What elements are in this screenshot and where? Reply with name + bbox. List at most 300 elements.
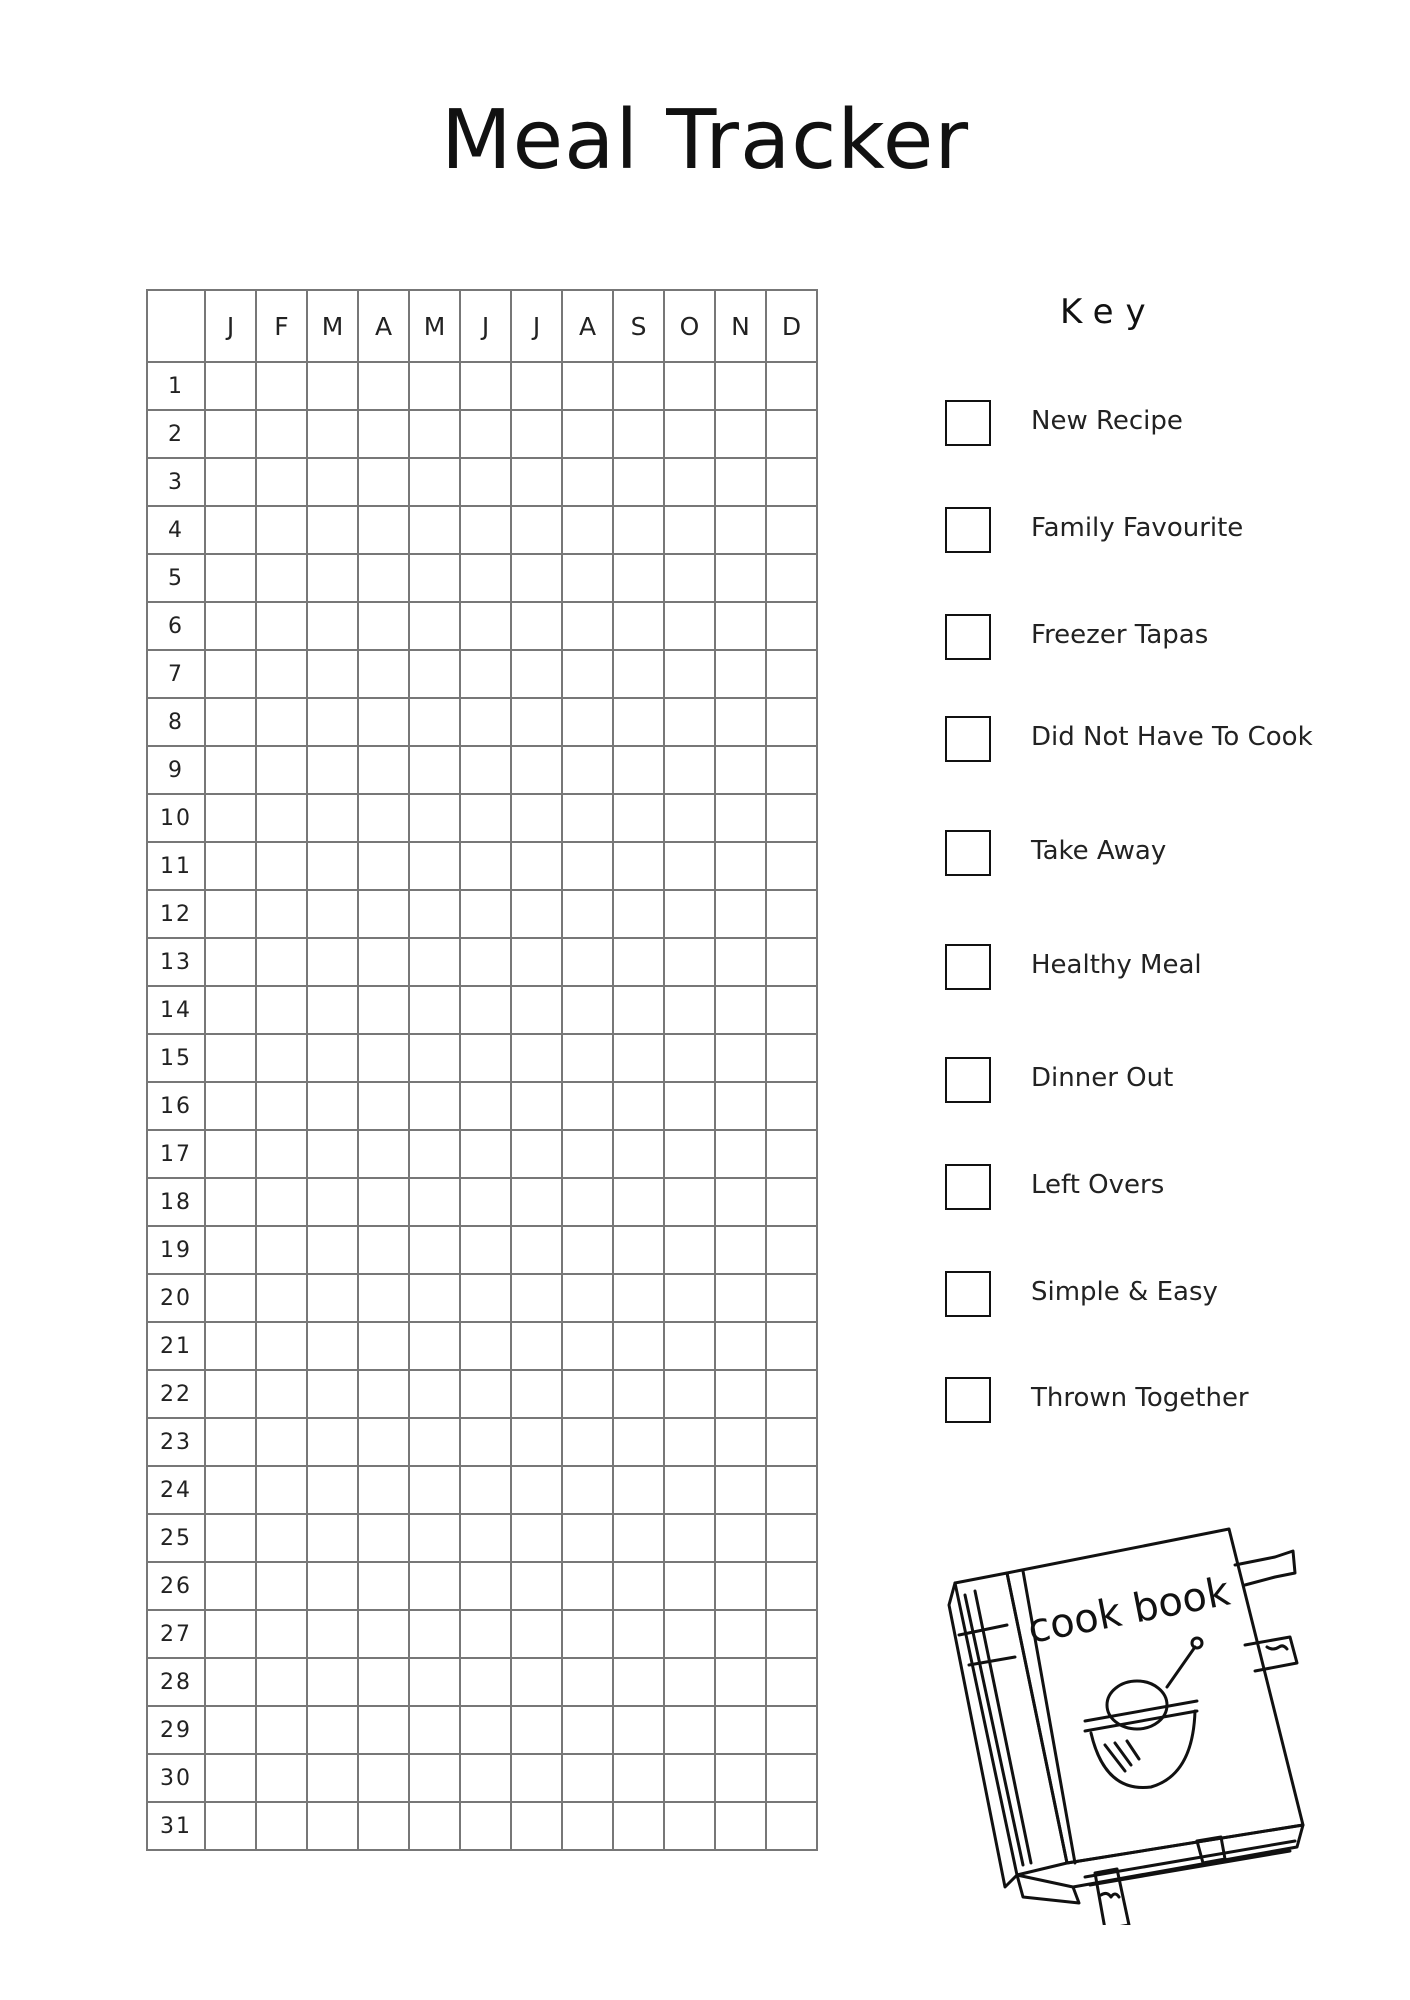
tracker-cell[interactable] xyxy=(562,794,613,842)
tracker-cell[interactable] xyxy=(511,1226,562,1274)
tracker-cell[interactable] xyxy=(409,1514,460,1562)
tracker-cell[interactable] xyxy=(409,1130,460,1178)
tracker-cell[interactable] xyxy=(358,1610,409,1658)
tracker-cell[interactable] xyxy=(613,1418,664,1466)
tracker-cell[interactable] xyxy=(613,1562,664,1610)
tracker-cell[interactable] xyxy=(562,1802,613,1850)
tracker-cell[interactable] xyxy=(766,938,817,986)
tracker-cell[interactable] xyxy=(664,1274,715,1322)
tracker-cell[interactable] xyxy=(256,410,307,458)
tracker-cell[interactable] xyxy=(766,1706,817,1754)
tracker-cell[interactable] xyxy=(307,842,358,890)
tracker-cell[interactable] xyxy=(460,1610,511,1658)
tracker-cell[interactable] xyxy=(307,1514,358,1562)
tracker-cell[interactable] xyxy=(562,506,613,554)
tracker-cell[interactable] xyxy=(460,1082,511,1130)
tracker-cell[interactable] xyxy=(205,986,256,1034)
tracker-cell[interactable] xyxy=(358,1130,409,1178)
tracker-cell[interactable] xyxy=(307,1610,358,1658)
tracker-cell[interactable] xyxy=(715,1514,766,1562)
tracker-cell[interactable] xyxy=(307,1034,358,1082)
tracker-cell[interactable] xyxy=(511,1802,562,1850)
tracker-cell[interactable] xyxy=(256,890,307,938)
tracker-cell[interactable] xyxy=(664,698,715,746)
tracker-cell[interactable] xyxy=(511,1178,562,1226)
tracker-cell[interactable] xyxy=(766,554,817,602)
tracker-cell[interactable] xyxy=(562,458,613,506)
tracker-cell[interactable] xyxy=(205,842,256,890)
tracker-cell[interactable] xyxy=(205,1754,256,1802)
tracker-cell[interactable] xyxy=(511,746,562,794)
tracker-cell[interactable] xyxy=(715,1130,766,1178)
tracker-cell[interactable] xyxy=(766,602,817,650)
tracker-cell[interactable] xyxy=(409,1610,460,1658)
key-checkbox[interactable] xyxy=(945,944,991,990)
tracker-cell[interactable] xyxy=(511,554,562,602)
tracker-cell[interactable] xyxy=(766,410,817,458)
tracker-cell[interactable] xyxy=(358,1658,409,1706)
tracker-cell[interactable] xyxy=(460,410,511,458)
tracker-cell[interactable] xyxy=(205,1178,256,1226)
tracker-cell[interactable] xyxy=(205,938,256,986)
tracker-cell[interactable] xyxy=(205,1322,256,1370)
tracker-cell[interactable] xyxy=(613,1034,664,1082)
tracker-cell[interactable] xyxy=(256,1082,307,1130)
tracker-cell[interactable] xyxy=(562,842,613,890)
key-checkbox[interactable] xyxy=(945,507,991,553)
tracker-cell[interactable] xyxy=(562,1370,613,1418)
tracker-cell[interactable] xyxy=(460,794,511,842)
tracker-cell[interactable] xyxy=(358,650,409,698)
tracker-cell[interactable] xyxy=(256,1610,307,1658)
tracker-cell[interactable] xyxy=(715,1658,766,1706)
tracker-cell[interactable] xyxy=(715,362,766,410)
tracker-cell[interactable] xyxy=(664,938,715,986)
key-checkbox[interactable] xyxy=(945,830,991,876)
tracker-cell[interactable] xyxy=(256,842,307,890)
tracker-cell[interactable] xyxy=(358,1322,409,1370)
tracker-cell[interactable] xyxy=(562,1610,613,1658)
tracker-cell[interactable] xyxy=(766,1178,817,1226)
tracker-cell[interactable] xyxy=(664,1466,715,1514)
tracker-cell[interactable] xyxy=(664,746,715,794)
tracker-cell[interactable] xyxy=(715,1226,766,1274)
tracker-cell[interactable] xyxy=(205,1514,256,1562)
tracker-cell[interactable] xyxy=(460,650,511,698)
tracker-cell[interactable] xyxy=(358,1370,409,1418)
tracker-cell[interactable] xyxy=(562,1274,613,1322)
tracker-cell[interactable] xyxy=(358,890,409,938)
tracker-cell[interactable] xyxy=(460,746,511,794)
tracker-cell[interactable] xyxy=(256,1802,307,1850)
tracker-cell[interactable] xyxy=(256,554,307,602)
tracker-cell[interactable] xyxy=(613,1322,664,1370)
tracker-cell[interactable] xyxy=(613,602,664,650)
tracker-cell[interactable] xyxy=(358,1274,409,1322)
tracker-cell[interactable] xyxy=(715,1706,766,1754)
tracker-cell[interactable] xyxy=(664,842,715,890)
tracker-cell[interactable] xyxy=(511,1658,562,1706)
tracker-cell[interactable] xyxy=(715,1754,766,1802)
tracker-cell[interactable] xyxy=(766,1274,817,1322)
tracker-cell[interactable] xyxy=(715,1466,766,1514)
tracker-cell[interactable] xyxy=(511,650,562,698)
tracker-cell[interactable] xyxy=(256,458,307,506)
tracker-cell[interactable] xyxy=(256,1274,307,1322)
tracker-cell[interactable] xyxy=(409,890,460,938)
tracker-cell[interactable] xyxy=(256,1370,307,1418)
tracker-cell[interactable] xyxy=(562,986,613,1034)
tracker-cell[interactable] xyxy=(562,1034,613,1082)
tracker-cell[interactable] xyxy=(460,1754,511,1802)
key-checkbox[interactable] xyxy=(945,716,991,762)
tracker-cell[interactable] xyxy=(664,1610,715,1658)
key-checkbox[interactable] xyxy=(945,1164,991,1210)
tracker-cell[interactable] xyxy=(715,1322,766,1370)
key-checkbox[interactable] xyxy=(945,1271,991,1317)
tracker-cell[interactable] xyxy=(613,1610,664,1658)
tracker-cell[interactable] xyxy=(409,506,460,554)
tracker-cell[interactable] xyxy=(562,1514,613,1562)
tracker-cell[interactable] xyxy=(562,1466,613,1514)
tracker-cell[interactable] xyxy=(307,1466,358,1514)
tracker-cell[interactable] xyxy=(256,746,307,794)
tracker-cell[interactable] xyxy=(511,458,562,506)
tracker-cell[interactable] xyxy=(409,1658,460,1706)
tracker-cell[interactable] xyxy=(766,650,817,698)
tracker-cell[interactable] xyxy=(664,1514,715,1562)
tracker-cell[interactable] xyxy=(664,1562,715,1610)
tracker-cell[interactable] xyxy=(715,890,766,938)
tracker-cell[interactable] xyxy=(409,650,460,698)
tracker-cell[interactable] xyxy=(409,1802,460,1850)
tracker-cell[interactable] xyxy=(409,1082,460,1130)
tracker-cell[interactable] xyxy=(613,410,664,458)
tracker-cell[interactable] xyxy=(511,602,562,650)
tracker-cell[interactable] xyxy=(358,1226,409,1274)
tracker-cell[interactable] xyxy=(715,506,766,554)
tracker-cell[interactable] xyxy=(256,1226,307,1274)
tracker-cell[interactable] xyxy=(307,746,358,794)
tracker-cell[interactable] xyxy=(460,506,511,554)
tracker-cell[interactable] xyxy=(358,746,409,794)
tracker-cell[interactable] xyxy=(409,1178,460,1226)
tracker-cell[interactable] xyxy=(460,1418,511,1466)
tracker-cell[interactable] xyxy=(562,698,613,746)
tracker-cell[interactable] xyxy=(409,794,460,842)
tracker-cell[interactable] xyxy=(256,506,307,554)
tracker-cell[interactable] xyxy=(664,1034,715,1082)
tracker-cell[interactable] xyxy=(409,1706,460,1754)
tracker-cell[interactable] xyxy=(460,1178,511,1226)
tracker-cell[interactable] xyxy=(358,698,409,746)
tracker-cell[interactable] xyxy=(562,362,613,410)
tracker-cell[interactable] xyxy=(613,794,664,842)
tracker-cell[interactable] xyxy=(409,746,460,794)
tracker-cell[interactable] xyxy=(460,362,511,410)
tracker-cell[interactable] xyxy=(664,1706,715,1754)
tracker-cell[interactable] xyxy=(715,842,766,890)
tracker-cell[interactable] xyxy=(205,746,256,794)
tracker-cell[interactable] xyxy=(664,1082,715,1130)
tracker-cell[interactable] xyxy=(307,794,358,842)
tracker-cell[interactable] xyxy=(460,1466,511,1514)
tracker-cell[interactable] xyxy=(766,842,817,890)
tracker-cell[interactable] xyxy=(307,602,358,650)
tracker-cell[interactable] xyxy=(256,602,307,650)
tracker-cell[interactable] xyxy=(358,938,409,986)
tracker-cell[interactable] xyxy=(613,938,664,986)
tracker-cell[interactable] xyxy=(256,1706,307,1754)
tracker-cell[interactable] xyxy=(766,506,817,554)
tracker-cell[interactable] xyxy=(511,410,562,458)
tracker-cell[interactable] xyxy=(460,1802,511,1850)
tracker-cell[interactable] xyxy=(460,1226,511,1274)
tracker-cell[interactable] xyxy=(664,1226,715,1274)
tracker-cell[interactable] xyxy=(358,1514,409,1562)
tracker-cell[interactable] xyxy=(358,1754,409,1802)
tracker-cell[interactable] xyxy=(256,1754,307,1802)
tracker-cell[interactable] xyxy=(409,1754,460,1802)
tracker-cell[interactable] xyxy=(766,746,817,794)
tracker-cell[interactable] xyxy=(409,698,460,746)
tracker-cell[interactable] xyxy=(205,362,256,410)
tracker-cell[interactable] xyxy=(307,506,358,554)
tracker-cell[interactable] xyxy=(715,458,766,506)
tracker-cell[interactable] xyxy=(715,1082,766,1130)
tracker-cell[interactable] xyxy=(358,410,409,458)
tracker-cell[interactable] xyxy=(562,1226,613,1274)
tracker-cell[interactable] xyxy=(358,602,409,650)
tracker-cell[interactable] xyxy=(562,890,613,938)
tracker-cell[interactable] xyxy=(409,1370,460,1418)
tracker-cell[interactable] xyxy=(511,1322,562,1370)
tracker-cell[interactable] xyxy=(613,362,664,410)
tracker-cell[interactable] xyxy=(766,1802,817,1850)
tracker-cell[interactable] xyxy=(664,1418,715,1466)
tracker-cell[interactable] xyxy=(358,1418,409,1466)
tracker-cell[interactable] xyxy=(766,890,817,938)
tracker-cell[interactable] xyxy=(613,554,664,602)
tracker-cell[interactable] xyxy=(205,1610,256,1658)
tracker-cell[interactable] xyxy=(715,986,766,1034)
tracker-cell[interactable] xyxy=(562,1754,613,1802)
tracker-cell[interactable] xyxy=(766,1082,817,1130)
tracker-cell[interactable] xyxy=(664,650,715,698)
tracker-cell[interactable] xyxy=(562,1322,613,1370)
tracker-cell[interactable] xyxy=(358,794,409,842)
tracker-cell[interactable] xyxy=(511,1418,562,1466)
tracker-cell[interactable] xyxy=(715,1418,766,1466)
tracker-cell[interactable] xyxy=(715,1610,766,1658)
tracker-cell[interactable] xyxy=(766,698,817,746)
tracker-cell[interactable] xyxy=(766,1226,817,1274)
tracker-cell[interactable] xyxy=(409,362,460,410)
tracker-cell[interactable] xyxy=(460,986,511,1034)
tracker-cell[interactable] xyxy=(613,1466,664,1514)
tracker-cell[interactable] xyxy=(205,1466,256,1514)
tracker-cell[interactable] xyxy=(358,1466,409,1514)
tracker-cell[interactable] xyxy=(205,1658,256,1706)
tracker-cell[interactable] xyxy=(613,1754,664,1802)
tracker-cell[interactable] xyxy=(715,1178,766,1226)
tracker-cell[interactable] xyxy=(613,1658,664,1706)
tracker-cell[interactable] xyxy=(358,1802,409,1850)
tracker-cell[interactable] xyxy=(358,842,409,890)
tracker-cell[interactable] xyxy=(664,506,715,554)
tracker-cell[interactable] xyxy=(715,1034,766,1082)
tracker-cell[interactable] xyxy=(613,458,664,506)
tracker-cell[interactable] xyxy=(409,602,460,650)
tracker-cell[interactable] xyxy=(256,1658,307,1706)
tracker-cell[interactable] xyxy=(460,842,511,890)
tracker-cell[interactable] xyxy=(715,698,766,746)
tracker-cell[interactable] xyxy=(205,410,256,458)
tracker-cell[interactable] xyxy=(460,698,511,746)
tracker-cell[interactable] xyxy=(256,1178,307,1226)
tracker-cell[interactable] xyxy=(460,1706,511,1754)
tracker-cell[interactable] xyxy=(715,1274,766,1322)
tracker-cell[interactable] xyxy=(613,986,664,1034)
tracker-cell[interactable] xyxy=(205,1082,256,1130)
tracker-cell[interactable] xyxy=(205,1802,256,1850)
tracker-cell[interactable] xyxy=(766,1322,817,1370)
tracker-cell[interactable] xyxy=(511,1130,562,1178)
tracker-cell[interactable] xyxy=(562,1178,613,1226)
tracker-cell[interactable] xyxy=(511,506,562,554)
tracker-cell[interactable] xyxy=(613,650,664,698)
tracker-cell[interactable] xyxy=(358,362,409,410)
tracker-cell[interactable] xyxy=(358,506,409,554)
tracker-cell[interactable] xyxy=(562,1082,613,1130)
tracker-cell[interactable] xyxy=(358,458,409,506)
tracker-cell[interactable] xyxy=(562,410,613,458)
tracker-cell[interactable] xyxy=(409,1226,460,1274)
tracker-cell[interactable] xyxy=(511,842,562,890)
tracker-cell[interactable] xyxy=(409,938,460,986)
tracker-cell[interactable] xyxy=(409,842,460,890)
tracker-cell[interactable] xyxy=(409,458,460,506)
tracker-cell[interactable] xyxy=(460,458,511,506)
tracker-cell[interactable] xyxy=(205,458,256,506)
tracker-cell[interactable] xyxy=(715,410,766,458)
tracker-cell[interactable] xyxy=(307,1754,358,1802)
tracker-cell[interactable] xyxy=(409,1418,460,1466)
tracker-cell[interactable] xyxy=(256,650,307,698)
tracker-cell[interactable] xyxy=(613,890,664,938)
tracker-cell[interactable] xyxy=(664,1802,715,1850)
tracker-cell[interactable] xyxy=(511,1466,562,1514)
tracker-cell[interactable] xyxy=(664,602,715,650)
tracker-cell[interactable] xyxy=(460,602,511,650)
tracker-cell[interactable] xyxy=(307,650,358,698)
tracker-cell[interactable] xyxy=(205,1370,256,1418)
tracker-cell[interactable] xyxy=(307,1130,358,1178)
tracker-cell[interactable] xyxy=(256,1322,307,1370)
tracker-cell[interactable] xyxy=(664,1370,715,1418)
tracker-cell[interactable] xyxy=(307,1274,358,1322)
tracker-cell[interactable] xyxy=(307,410,358,458)
key-checkbox[interactable] xyxy=(945,1377,991,1423)
tracker-cell[interactable] xyxy=(766,1754,817,1802)
tracker-cell[interactable] xyxy=(307,1082,358,1130)
tracker-cell[interactable] xyxy=(511,1610,562,1658)
tracker-cell[interactable] xyxy=(613,1082,664,1130)
tracker-cell[interactable] xyxy=(613,1706,664,1754)
tracker-cell[interactable] xyxy=(715,1370,766,1418)
key-checkbox[interactable] xyxy=(945,614,991,660)
tracker-cell[interactable] xyxy=(358,1562,409,1610)
tracker-cell[interactable] xyxy=(511,1370,562,1418)
tracker-cell[interactable] xyxy=(766,1130,817,1178)
tracker-cell[interactable] xyxy=(715,794,766,842)
tracker-cell[interactable] xyxy=(256,986,307,1034)
tracker-cell[interactable] xyxy=(205,890,256,938)
tracker-cell[interactable] xyxy=(205,506,256,554)
tracker-cell[interactable] xyxy=(664,1322,715,1370)
tracker-cell[interactable] xyxy=(664,410,715,458)
tracker-cell[interactable] xyxy=(205,650,256,698)
tracker-cell[interactable] xyxy=(460,1130,511,1178)
tracker-cell[interactable] xyxy=(562,554,613,602)
tracker-cell[interactable] xyxy=(613,746,664,794)
tracker-cell[interactable] xyxy=(562,1562,613,1610)
tracker-cell[interactable] xyxy=(511,1274,562,1322)
tracker-cell[interactable] xyxy=(613,1802,664,1850)
tracker-cell[interactable] xyxy=(307,1562,358,1610)
tracker-cell[interactable] xyxy=(460,1274,511,1322)
tracker-cell[interactable] xyxy=(358,1706,409,1754)
tracker-cell[interactable] xyxy=(664,1754,715,1802)
tracker-cell[interactable] xyxy=(205,1274,256,1322)
tracker-cell[interactable] xyxy=(562,650,613,698)
tracker-cell[interactable] xyxy=(358,1082,409,1130)
tracker-cell[interactable] xyxy=(511,794,562,842)
tracker-cell[interactable] xyxy=(511,1706,562,1754)
tracker-cell[interactable] xyxy=(613,1178,664,1226)
tracker-cell[interactable] xyxy=(307,890,358,938)
key-checkbox[interactable] xyxy=(945,400,991,446)
tracker-cell[interactable] xyxy=(307,362,358,410)
tracker-cell[interactable] xyxy=(613,1370,664,1418)
tracker-cell[interactable] xyxy=(256,1466,307,1514)
tracker-cell[interactable] xyxy=(256,698,307,746)
tracker-cell[interactable] xyxy=(664,458,715,506)
tracker-cell[interactable] xyxy=(307,1658,358,1706)
tracker-cell[interactable] xyxy=(256,794,307,842)
tracker-cell[interactable] xyxy=(511,698,562,746)
tracker-cell[interactable] xyxy=(766,1658,817,1706)
tracker-cell[interactable] xyxy=(205,1418,256,1466)
tracker-cell[interactable] xyxy=(205,1226,256,1274)
tracker-cell[interactable] xyxy=(256,1418,307,1466)
tracker-cell[interactable] xyxy=(766,1370,817,1418)
tracker-cell[interactable] xyxy=(307,938,358,986)
tracker-cell[interactable] xyxy=(766,1514,817,1562)
tracker-cell[interactable] xyxy=(307,1418,358,1466)
tracker-cell[interactable] xyxy=(664,986,715,1034)
tracker-cell[interactable] xyxy=(409,986,460,1034)
tracker-cell[interactable] xyxy=(715,1802,766,1850)
tracker-cell[interactable] xyxy=(307,1706,358,1754)
tracker-cell[interactable] xyxy=(358,986,409,1034)
tracker-cell[interactable] xyxy=(664,1130,715,1178)
tracker-cell[interactable] xyxy=(511,890,562,938)
tracker-cell[interactable] xyxy=(511,1082,562,1130)
tracker-cell[interactable] xyxy=(205,1562,256,1610)
tracker-cell[interactable] xyxy=(664,554,715,602)
tracker-cell[interactable] xyxy=(511,1562,562,1610)
